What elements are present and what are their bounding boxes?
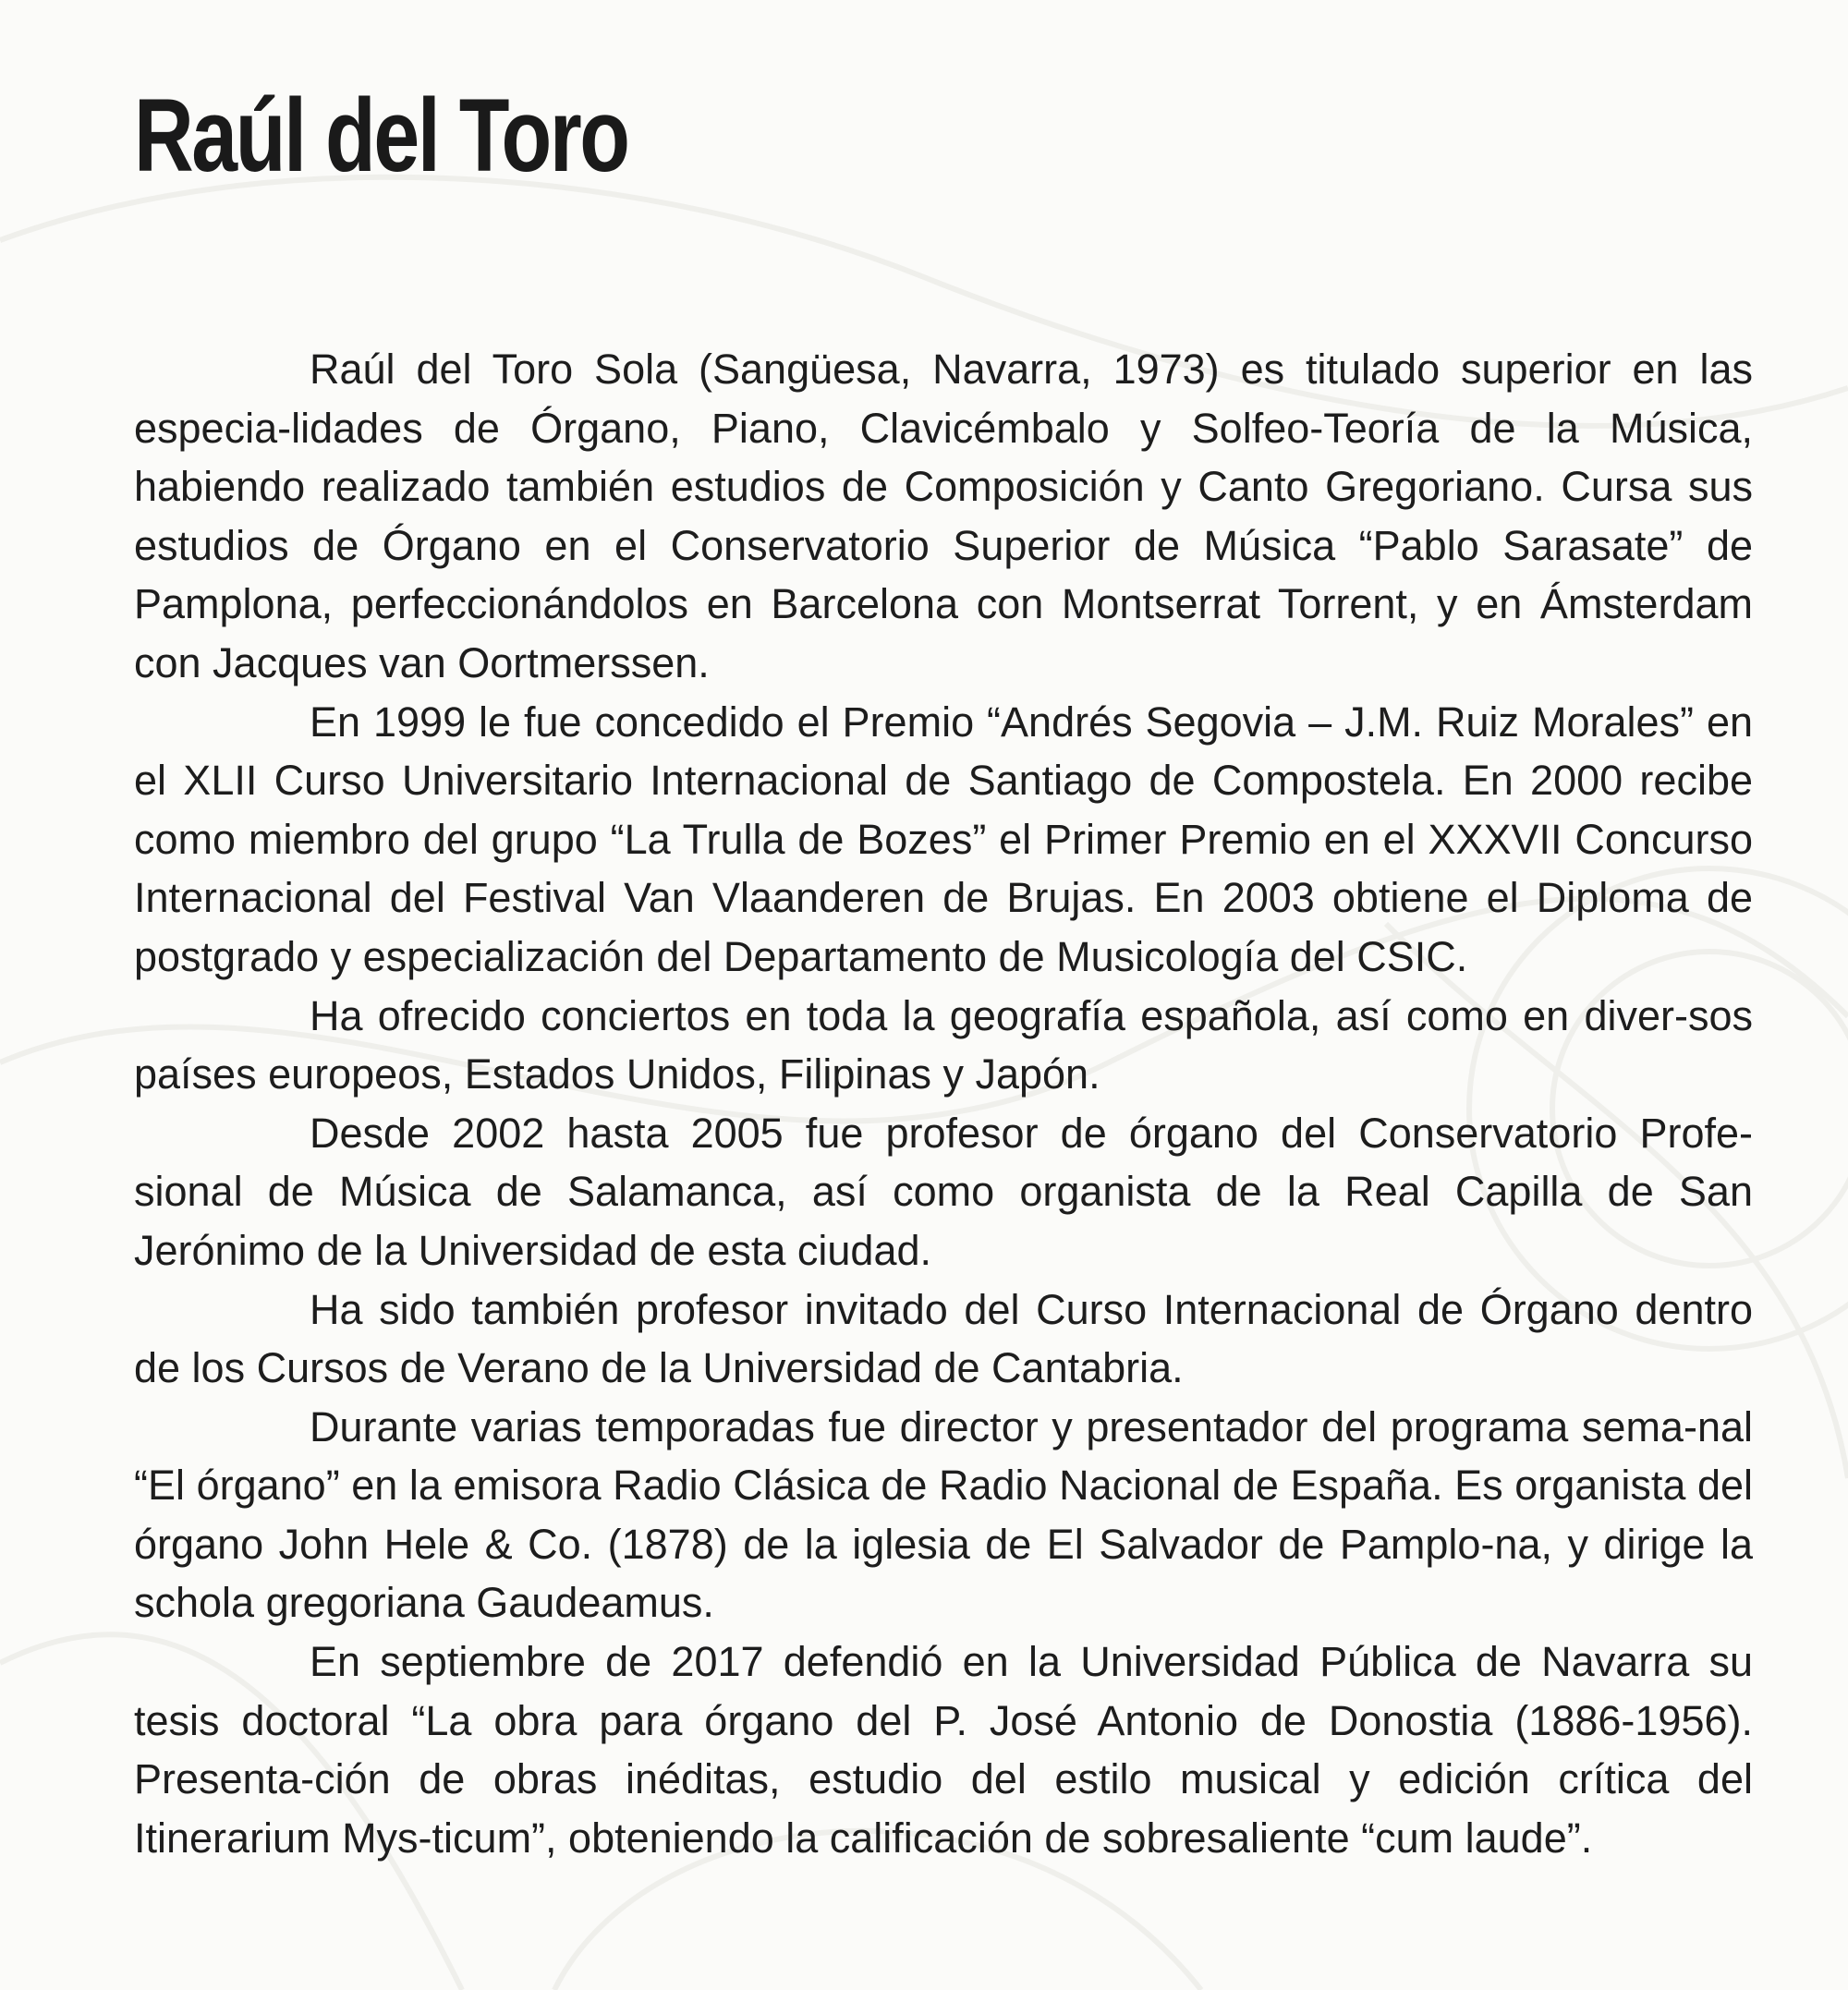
paragraph-guest-professor: Ha sido también profesor invitado del Curso Internacional de Órgano dentro de los Cursos de Verano de la Universidad de Cantabria.	[134, 1285, 1753, 1392]
biography-text	[134, 340, 1753, 1867]
paragraph-concerts: Ha ofrecido conciertos en toda la geografía española, así como en diver-sos países europeos, Estados Unidos, Filipinas y Japón.	[134, 991, 1753, 1098]
paragraph-radio: Durante varias temporadas fue director y presentador del programa sema-nal “El órgano” en la emisora Radio Clásica de Radio Nacional de España. Es organista del órgano John Hele & Co. (1878) de la iglesia de El Salvador de Pamplo-na, y dirige la schola gregoriana Gaudeamus.	[134, 1402, 1753, 1627]
paragraph-education: Raúl del Toro Sola (Sangüesa, Navarra, 1973) es titulado superior en las especia-lidades de Órgano, Piano, Clavicémbalo y Solfeo-Teoría de la Música, habiendo realizado también estudios de Composición y Canto Gregoriano. Cursa sus estudios de Órgano en el Conservatorio Superior de Música “Pablo Sarasate” de Pamplona, perfeccionándolos en Barcelona con Montserrat Torrent, y en Ámsterdam con Jacques van Oortmerssen.	[134, 346, 1753, 686]
paragraph-thesis: En septiembre de 2017 defendió en la Universidad Pública de Navarra su tesis doctoral “La obra para órgano del P. José Antonio de Donostia (1886-1956). Presenta-ción de obras inéditas, estudio del estilo musical y edición crítica del Itinerarium Mys-ticum”, obteniendo la calificación de sobresaliente “cum laude”.	[134, 1638, 1753, 1862]
page-title: Raúl del Toro	[134, 78, 628, 193]
paragraph-awards: En 1999 le fue concedido el Premio “Andrés Segovia – J.M. Ruiz Morales” en el XLII Curso Universitario Internacional de Santiago de Compostela. En 2000 recibe como miembro del grupo “La Trulla de Bozes” el Primer Premio en el XXXVII Concurso Internacional del Festival Van Vlaanderen de Brujas. En 2003 obtiene el Diploma de postgrado y especialización del Departamento de Musicología del CSIC.	[134, 698, 1753, 980]
paragraph-teaching: Desde 2002 hasta 2005 fue profesor de órgano del Conservatorio Profe-sional de Música de Salamanca, así como organista de la Real Capilla de San Jerónimo de la Universidad de esta ciudad.	[134, 1109, 1753, 1274]
